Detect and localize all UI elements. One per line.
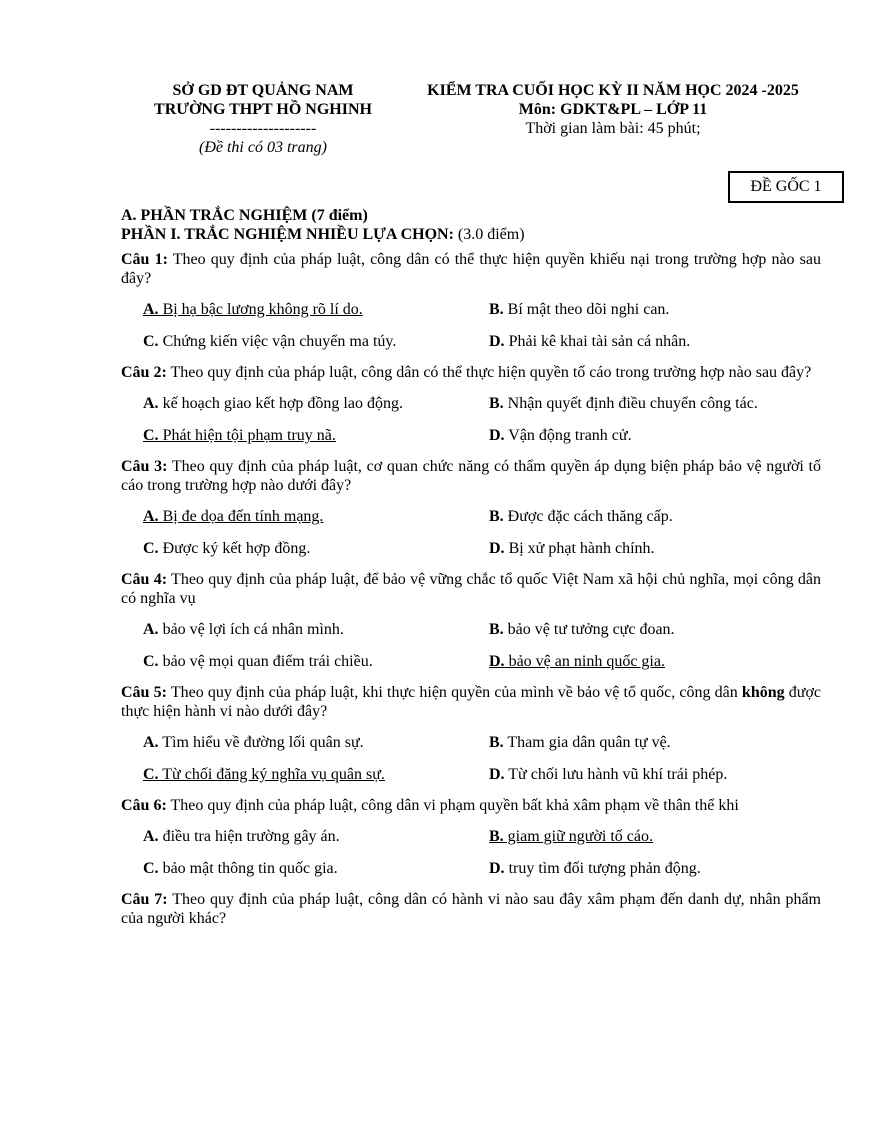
option-text: bảo vệ an ninh quốc gia. (504, 653, 665, 670)
department-name: SỞ GD ĐT QUẢNG NAM (172, 82, 354, 99)
option-letter: B. (489, 301, 504, 318)
question-label: Câu 4: (121, 571, 168, 588)
option-letter: A. (143, 301, 159, 318)
option-text: Được đặc cách thăng cấp. (503, 508, 673, 525)
question-4 (121, 570, 821, 608)
option-text: bảo vệ tư tưởng cực đoan. (503, 621, 675, 638)
option-letter: D. (489, 766, 505, 783)
option-b (489, 733, 835, 752)
school-name: TRƯỜNG THPT HỒ NGHINH (154, 101, 372, 118)
question-text: được thực hiện hành vi nào dưới đây? (121, 684, 822, 720)
question-text: Theo quy định của pháp luật, cơ quan chức năng có thẩm quyền áp dụng biện pháp bảo vệ người tố cáo trong trường hợp nào dưới đây? (121, 458, 822, 494)
header-divider: -------------------- (209, 120, 317, 137)
option-letter: C. (143, 766, 159, 783)
option-text: Từ chối lưu hành vũ khí trái phép. (504, 766, 728, 783)
option-letter: D. (489, 427, 505, 444)
option-text: Được ký kết hợp đồng. (158, 540, 311, 557)
option-text: Bị hạ bậc lương không rõ lí do. (158, 301, 363, 318)
question-label: Câu 5: (121, 684, 167, 701)
answer-options (143, 300, 821, 351)
option-b (489, 394, 835, 413)
part-1-points: (3.0 điểm) (453, 226, 525, 243)
option-letter: A. (143, 828, 159, 845)
option-text: Tham gia dân quân tự vệ. (503, 734, 671, 751)
option-c (143, 652, 489, 671)
option-d (489, 859, 835, 878)
option-text: Tìm hiểu về đường lối quân sự. (158, 734, 364, 751)
question-2 (121, 363, 821, 382)
option-letter: B. (489, 621, 504, 638)
option-text: Bị xử phạt hành chính. (504, 540, 655, 557)
question-1 (121, 250, 821, 288)
answer-options (143, 620, 821, 671)
option-c (143, 332, 489, 351)
question-text: Theo quy định của pháp luật, công dân có thể thực hiện quyền khiếu nại trong trường hợp nào sau đây? (121, 251, 821, 287)
option-text: Bị đe dọa đến tính mạng. (158, 508, 324, 525)
question-3 (121, 457, 821, 495)
option-text: bảo vệ lợi ích cá nhân mình. (158, 621, 344, 638)
option-a (143, 733, 489, 752)
option-text: Vận động tranh cử. (504, 427, 632, 444)
question-label: Câu 7: (121, 891, 168, 908)
option-a-correct (143, 507, 489, 526)
option-letter: A. (143, 621, 159, 638)
option-letter: A. (143, 508, 159, 525)
answer-options (143, 507, 821, 558)
subject-line: Môn: GDKT&PL – LỚP 11 (518, 101, 708, 118)
option-letter: D. (489, 540, 505, 557)
option-letter: C. (143, 860, 159, 877)
option-text: kế hoạch giao kết hợp đồng lao động. (158, 395, 403, 412)
question-label: Câu 2: (121, 364, 167, 381)
option-a-correct (143, 300, 489, 319)
option-letter: D. (489, 860, 505, 877)
option-letter: C. (143, 333, 159, 350)
option-text: bảo vệ mọi quan điểm trái chiều. (158, 653, 373, 670)
option-d (489, 539, 835, 558)
option-text: bảo mật thông tin quốc gia. (158, 860, 338, 877)
exam-title: KIỂM TRA CUỐI HỌC KỲ II NĂM HỌC 2024 -2025 (427, 82, 799, 99)
option-letter: D. (489, 333, 505, 350)
option-letter: A. (143, 734, 159, 751)
option-text: Phải kê khai tài sản cá nhân. (504, 333, 691, 350)
option-text: truy tìm đối tượng phản động. (504, 860, 701, 877)
page-count-note: (Đề thi có 03 trang) (199, 139, 327, 156)
option-b (489, 620, 835, 639)
option-text: điều tra hiện trường gây án. (158, 828, 340, 845)
option-a (143, 827, 489, 846)
question-label: Câu 6: (121, 797, 167, 814)
option-letter: C. (143, 540, 159, 557)
option-letter: C. (143, 653, 159, 670)
option-b (489, 300, 835, 319)
exam-header (398, 81, 828, 138)
option-letter: B. (489, 395, 504, 412)
option-d-correct (489, 652, 835, 671)
question-label: Câu 1: (121, 251, 168, 268)
question-text: Theo quy định của pháp luật, công dân có thể thực hiện quyền tố cáo trong trường hợp nào sau đây? (166, 364, 812, 381)
question-list (121, 250, 821, 928)
question-text: Theo quy định của pháp luật, công dân có hành vi nào sau đây xâm phạm đến danh dự, nhân phẩm của người khác? (121, 891, 822, 927)
option-text: Phát hiện tội phạm truy nã. (158, 427, 336, 444)
question-7 (121, 890, 821, 928)
option-text: Bí mật theo dõi nghi can. (503, 301, 670, 318)
option-a (143, 394, 489, 413)
school-header (118, 81, 408, 157)
question-emphasis: không (741, 684, 785, 701)
option-text: Từ chối đăng ký nghĩa vụ quân sự. (158, 766, 385, 783)
option-letter: A. (143, 395, 159, 412)
option-text: Chứng kiến việc vận chuyển ma túy. (158, 333, 397, 350)
question-5 (121, 683, 821, 721)
option-letter: C. (143, 427, 159, 444)
option-c-correct (143, 765, 489, 784)
question-text: Theo quy định của pháp luật, để bảo vệ vững chắc tổ quốc Việt Nam xã hội chủ nghĩa, mọi công dân có nghĩa vụ (121, 571, 822, 607)
option-b-correct (489, 827, 835, 846)
option-b (489, 507, 835, 526)
option-c (143, 859, 489, 878)
question-6 (121, 796, 821, 815)
option-letter: B. (489, 828, 504, 845)
section-a-title: A. PHẦN TRẮC NGHIỆM (7 điểm) (121, 207, 368, 224)
option-d (489, 426, 835, 445)
option-d (489, 332, 835, 351)
question-text: Theo quy định của pháp luật, công dân vi phạm quyền bất khả xâm phạm về thân thể khi (166, 797, 739, 814)
answer-options (143, 827, 821, 878)
option-c (143, 539, 489, 558)
option-a (143, 620, 489, 639)
answer-options (143, 394, 821, 445)
option-letter: B. (489, 508, 504, 525)
question-text: Theo quy định của pháp luật, khi thực hiện quyền của mình về bảo vệ tổ quốc, công dân (166, 684, 742, 701)
question-label: Câu 3: (121, 458, 168, 475)
exam-content (121, 206, 821, 928)
option-text: Nhận quyết định điều chuyển công tác. (503, 395, 758, 412)
option-c-correct (143, 426, 489, 445)
option-letter: B. (489, 734, 504, 751)
time-limit: Thời gian làm bài: 45 phút; (525, 120, 701, 137)
option-letter: D. (489, 653, 505, 670)
option-text: giam giữ người tố cáo. (503, 828, 654, 845)
answer-options (143, 733, 821, 784)
exam-code-badge: ĐỀ GỐC 1 (728, 171, 844, 203)
part-1-heading (121, 225, 821, 244)
option-d (489, 765, 835, 784)
part-1-title: PHẦN I. TRẮC NGHIỆM NHIỀU LỰA CHỌN: (121, 226, 454, 243)
